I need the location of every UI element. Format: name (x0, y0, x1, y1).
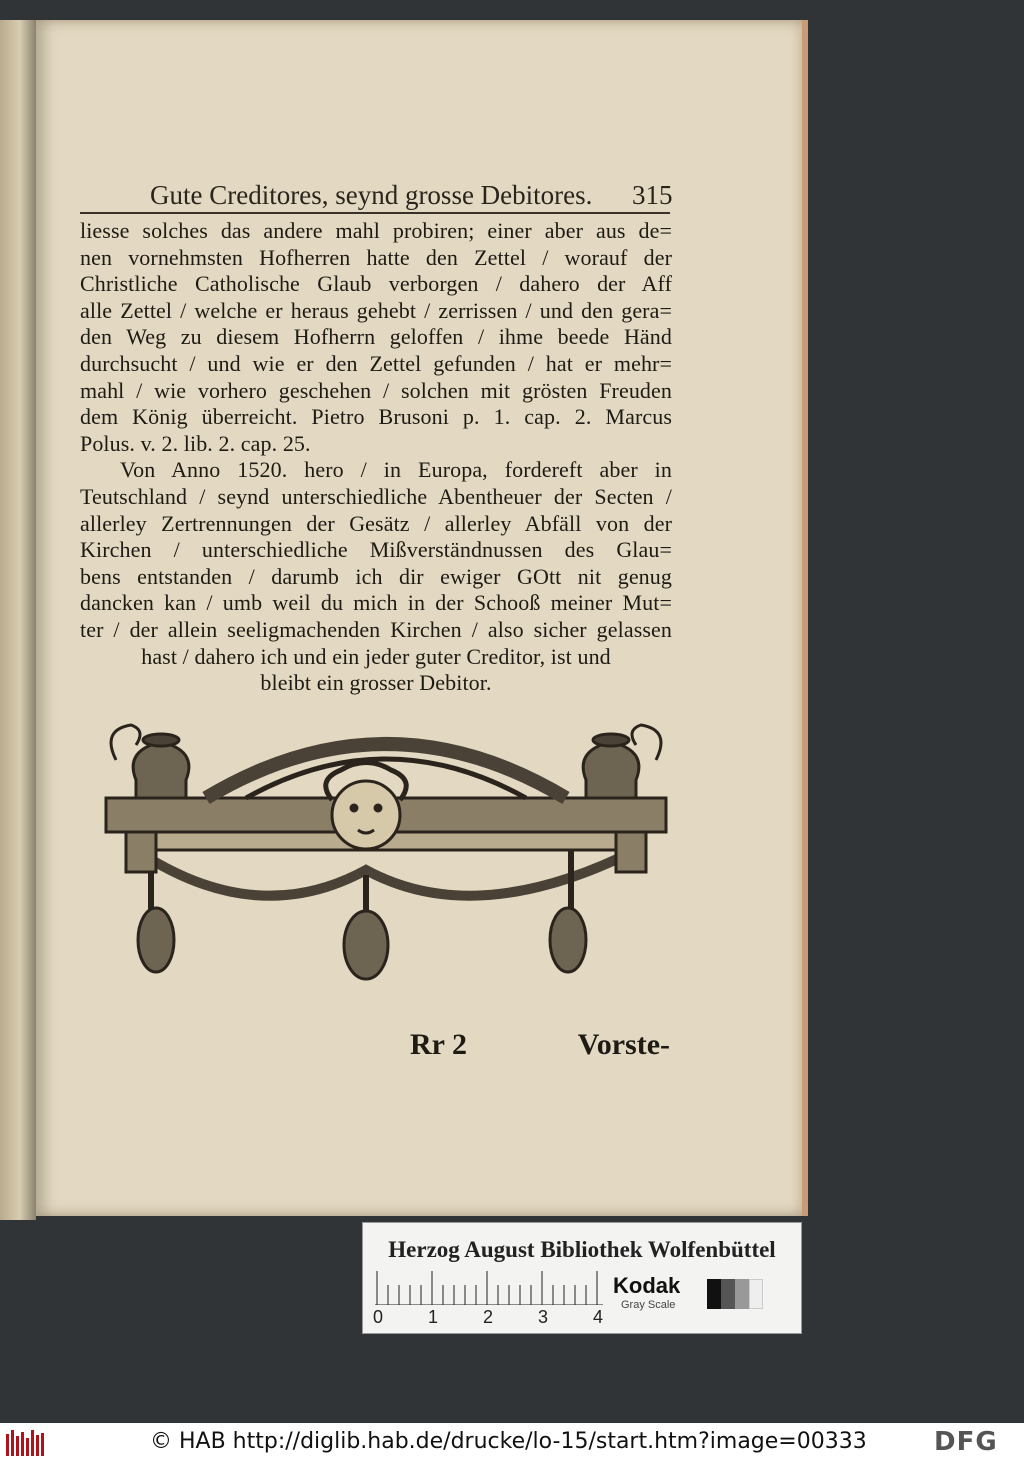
text-line: mahl / wie vorhero geschehen / solchen mit grösten Freuden (80, 377, 672, 403)
hab-logo-icon (6, 1430, 46, 1456)
text-line: dem König überreicht. Pietro Brusoni p. 1. cap. 2. Marcus (80, 404, 672, 430)
running-head-title: Gute Creditores, seynd grosse Debitores. (150, 180, 593, 210)
text-line: ter / der allein seeligmachenden Kirchen / also sicher gelassen (80, 616, 672, 642)
signature-mark: Rr 2 (410, 1028, 467, 1061)
text-line: hast / dahero ich und ein jeder guter Creditor, ist und (141, 643, 611, 669)
running-head (150, 180, 673, 211)
scale-number: 2 (483, 1307, 494, 1327)
text-line: Christliche Catholische Glaub verborgen / dahero der Aff (80, 271, 672, 297)
gray-scale-caption: Gray Scale (621, 1299, 676, 1311)
text-line: bleibt ein grosser Debitor. (260, 670, 492, 696)
dfg-logo: DFG (934, 1427, 998, 1457)
text-line: Von Anno 1520. hero / in Europa, fordereft aber in (120, 457, 672, 483)
kodak-brand: Kodak (613, 1273, 681, 1298)
woodcut-ornament (96, 700, 676, 1000)
text-line: durchsucht / und wie er den Zettel gefunden / hat er mehr= (80, 350, 672, 376)
text-line: Polus. v. 2. lib. 2. cap. 25. (80, 430, 311, 456)
text-line: alle Zettel / welche er heraus gehebt / zerrissen / und den gera= (80, 297, 672, 323)
page-number: 315 (632, 180, 673, 210)
text-line: dancken kan / umb weil du mich in der Schooß meiner Mut= (80, 590, 672, 616)
scale-number: 3 (538, 1307, 549, 1327)
body-text (80, 218, 672, 697)
text-line: Kirchen / unterschiedliche Mißverständnussen des Glau= (80, 537, 672, 563)
gray-patch (749, 1279, 763, 1309)
scale-number: 1 (428, 1307, 439, 1327)
gray-patches (707, 1279, 767, 1309)
scale-number: 0 (373, 1307, 384, 1327)
library-name: Herzog August Bibliothek Wolfenbüttel (388, 1237, 776, 1262)
text-line: den Weg zu diesem Hofherrn geloffen / ihme beede Händ (80, 324, 672, 350)
catchword: Vorste- (577, 1028, 670, 1061)
head-rule (80, 212, 670, 214)
previous-page-edge (0, 20, 36, 1220)
gray-patch (721, 1279, 735, 1309)
library-label-card (362, 1222, 802, 1334)
text-line: nen vornehmsten Hofherren hatte den Zettel / worauf der (80, 244, 672, 270)
scale-number: 4 (593, 1307, 604, 1327)
gray-patch (707, 1279, 721, 1309)
scale-ruler (375, 1271, 603, 1305)
text-line: allerley Zertrennungen der Gesätz / allerley Abfäll von der (80, 510, 672, 536)
text-line: Teutschland / seynd unterschiedliche Abentheuer der Secten / (80, 483, 672, 509)
text-line: bens entstanden / darumb ich dir ewiger GOtt nit genug (80, 563, 672, 589)
text-line: liesse solches das andere mahl probiren; einer aber aus de= (80, 218, 672, 243)
footer-bar (0, 1423, 1024, 1463)
gray-patch (735, 1279, 749, 1309)
copyright-link[interactable]: © HAB http://diglib.hab.de/drucke/lo-15/start.htm?image=00333 (150, 1429, 867, 1454)
